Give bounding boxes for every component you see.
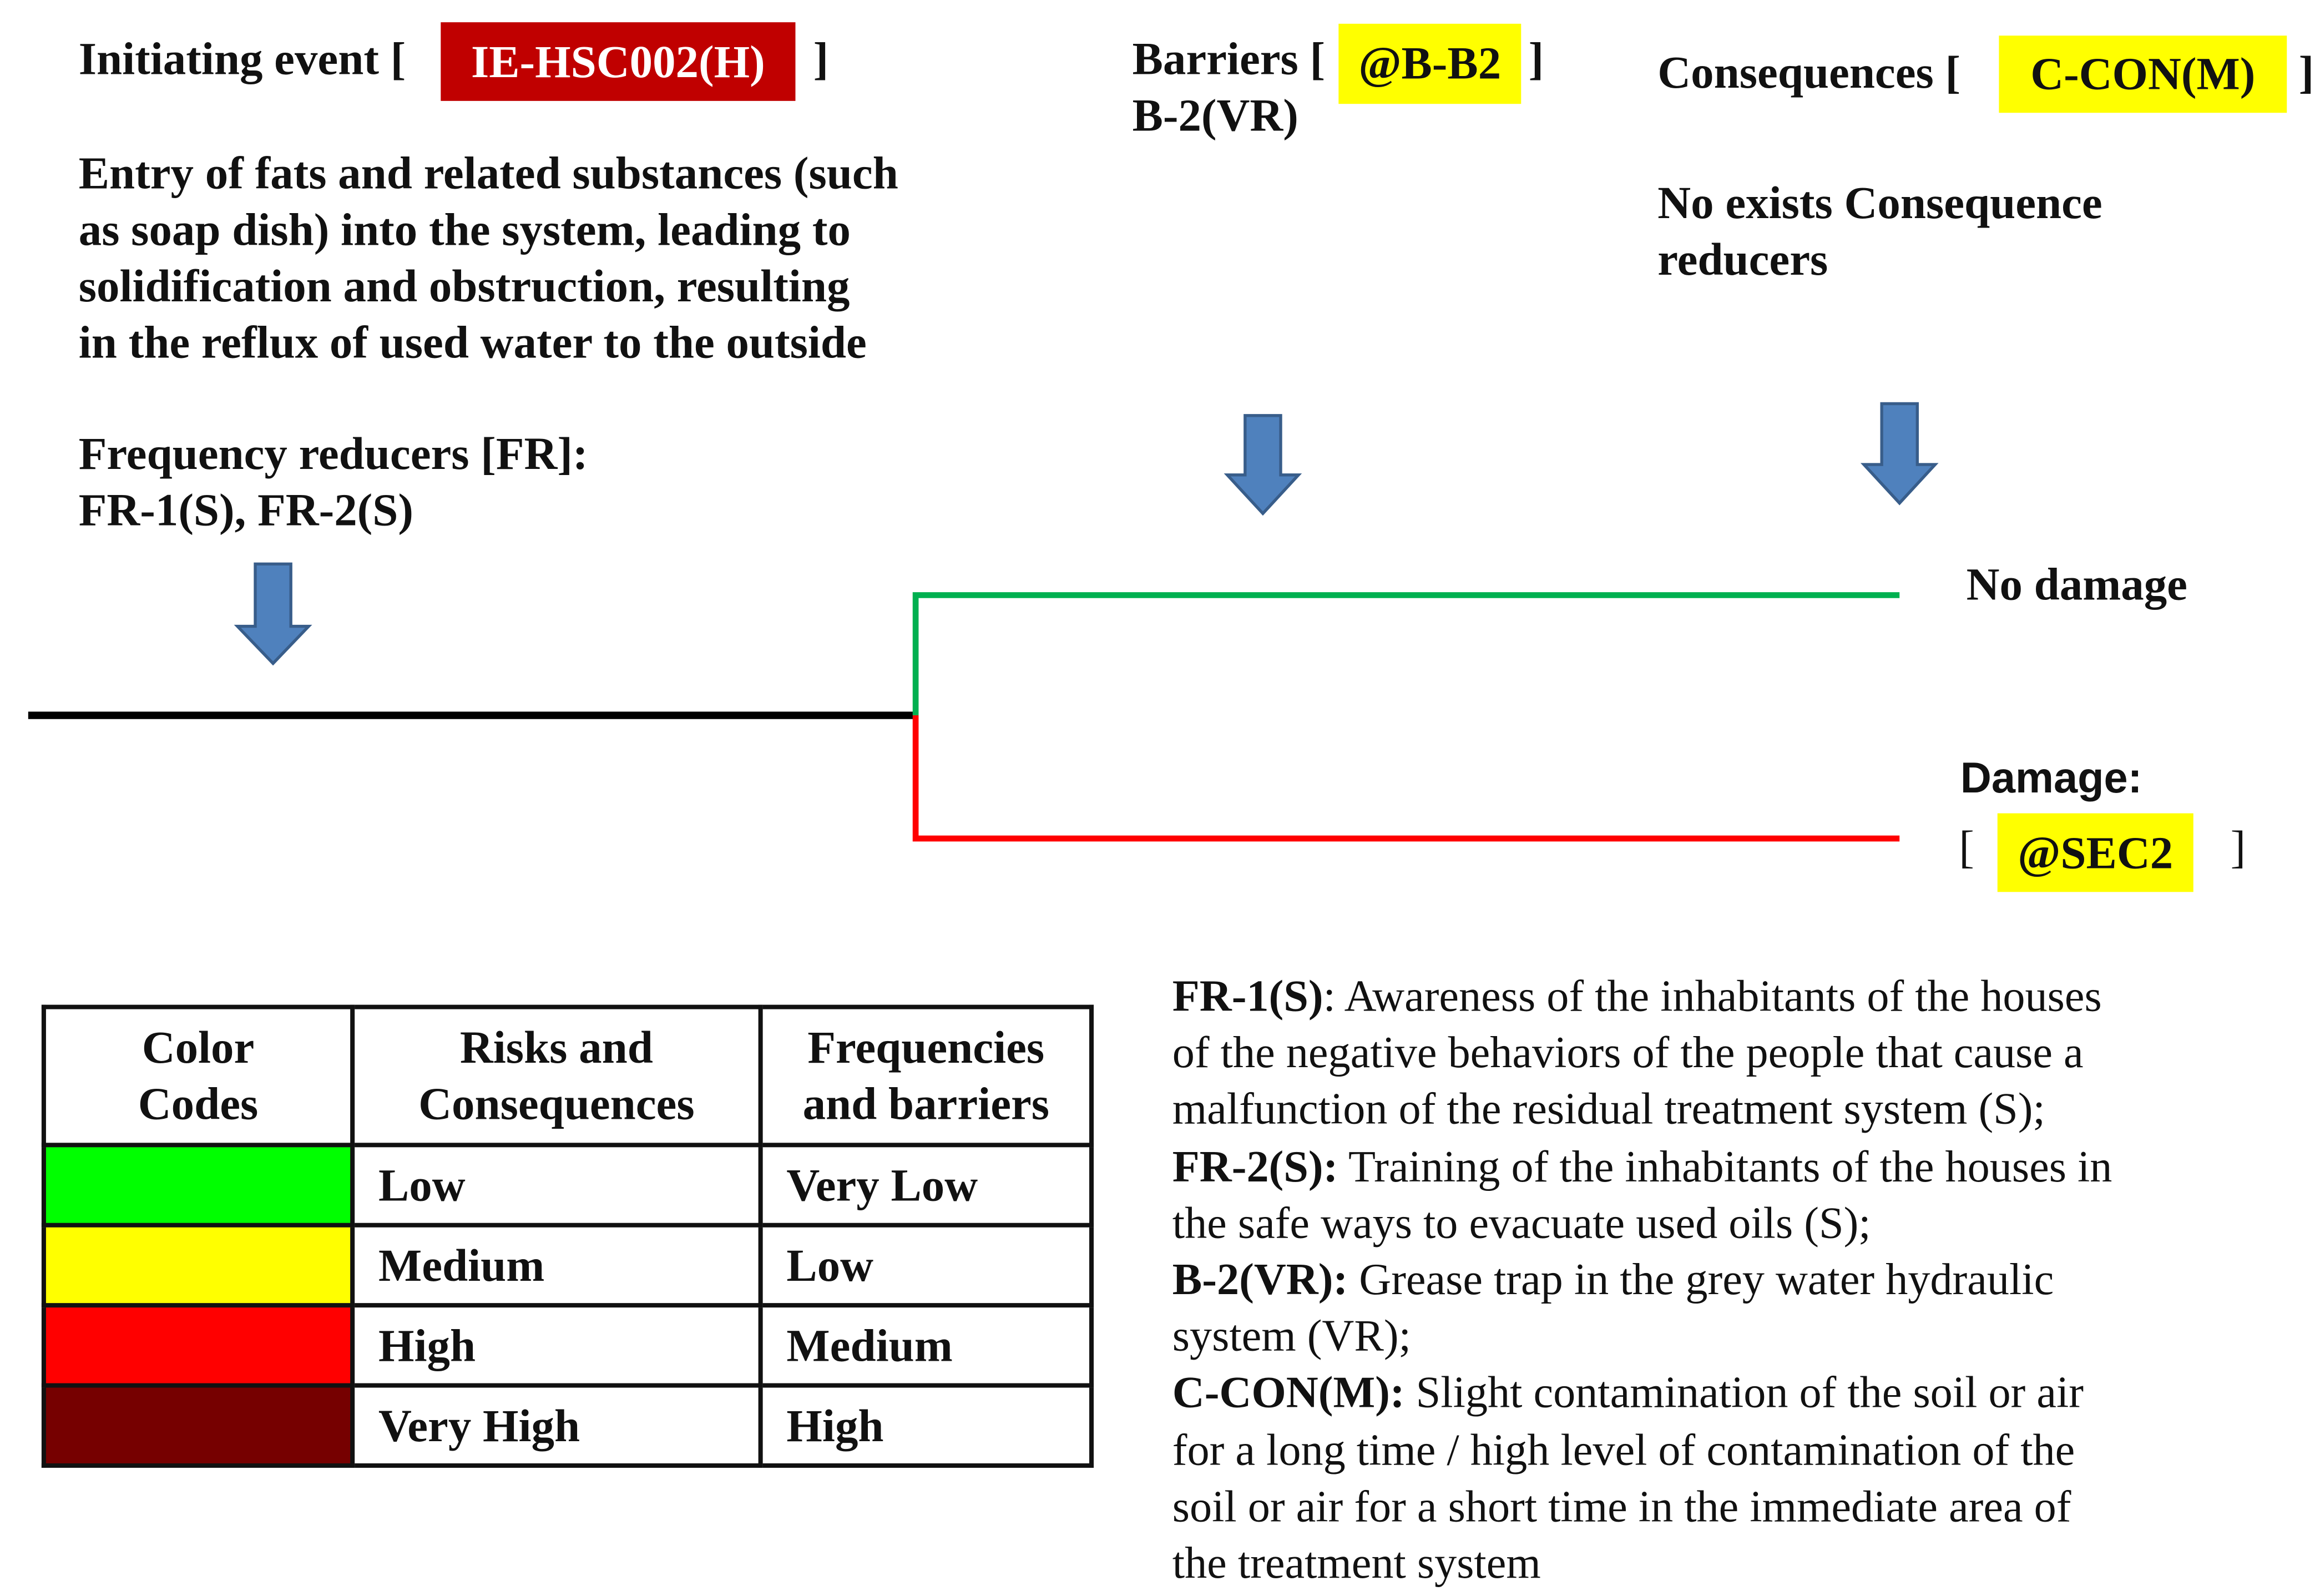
frequency-cell: Very Low (761, 1145, 1091, 1225)
down-arrow-icon (1864, 403, 1935, 503)
bracket-close: ] (2230, 820, 2246, 873)
color-swatch-red (44, 1305, 352, 1385)
initiating-event-label: Initiating event [ (78, 32, 406, 85)
header-risks: Risks and Consequences (352, 1007, 760, 1145)
initiating-event-code: IE-HSC002(H) (441, 22, 795, 101)
risk-cell: Medium (352, 1225, 760, 1305)
risk-cell: Very High (352, 1386, 760, 1466)
color-code-table (42, 1005, 1094, 1468)
header-frequencies: Frequencies and barriers (761, 1007, 1091, 1145)
color-swatch-green (44, 1145, 352, 1225)
color-swatch-yellow (44, 1225, 352, 1305)
legend-item-b2: B-2(VR): Grease trap in the grey water hydraulic (1172, 1255, 2054, 1305)
consequences-note-line: No exists Consequence (1657, 176, 2102, 229)
color-swatch-dark-red (44, 1386, 352, 1466)
frequency-cell: Low (761, 1225, 1091, 1305)
consequences-code: C-CON(M) (1999, 36, 2287, 113)
legend-item-ccon: C-CON(M): Slight contamination of the soil or air (1172, 1368, 2084, 1418)
bracket-close: ] (813, 32, 829, 85)
barriers-label: Barriers [ (1132, 32, 1326, 85)
legend-line: of the negative behaviors of the people that cause a (1172, 1028, 2084, 1078)
risk-cell: Low (352, 1145, 760, 1225)
frequency-cell: Medium (761, 1305, 1091, 1385)
description-line: as soap dish) into the system, leading to (78, 203, 851, 255)
description-line: in the reflux of used water to the outside (78, 316, 867, 368)
bracket-close: ] (1528, 32, 1544, 85)
damage-code: @SEC2 (1998, 814, 2193, 892)
legend-item-fr1: FR-1(S): Awareness of the inhabitants of the houses (1172, 972, 2102, 1021)
legend-item-fr2: FR-2(S): Training of the inhabitants of the houses in (1172, 1142, 2112, 1191)
legend-line: malfunction of the residual treatment system (S); (1172, 1085, 2045, 1135)
risk-cell: High (352, 1305, 760, 1385)
table-row (44, 1386, 1091, 1466)
frequency-cell: High (761, 1386, 1091, 1466)
legend-line: the safe ways to evacuate used oils (S); (1172, 1199, 1871, 1248)
legend-line: system (VR); (1172, 1312, 1411, 1362)
table-header-row (44, 1007, 1091, 1145)
table-row (44, 1145, 1091, 1225)
legend-line: for a long time / high level of contamination of the (1172, 1426, 2075, 1475)
legend-line: soil or air for a short time in the immediate area of (1172, 1482, 2071, 1532)
bracket-close: ] (2298, 46, 2314, 98)
damage-label: Damage: (1960, 755, 2142, 803)
legend-line: the treatment system (1172, 1539, 1541, 1588)
down-arrow-icon (1227, 416, 1298, 514)
frequency-reducers-value: FR-1(S), FR-2(S) (78, 483, 414, 536)
table-row (44, 1305, 1091, 1385)
consequences-label: Consequences [ (1657, 46, 1961, 98)
description-line: Entry of fats and related substances (such (78, 147, 898, 199)
bracket-open: [ (1959, 820, 1974, 873)
barriers-code: @B-B2 (1338, 24, 1521, 104)
header-color-codes: Color Codes (44, 1007, 352, 1145)
no-damage-label: No damage (1966, 558, 2187, 610)
no-damage-branch (916, 595, 1899, 715)
abbreviation-legend (1172, 969, 2112, 1593)
consequences-note-line: reducers (1657, 233, 1828, 285)
down-arrow-icon (237, 564, 309, 663)
frequency-reducers-label: Frequency reducers [FR]: (78, 427, 588, 479)
damage-branch (916, 715, 1899, 839)
barriers-value: B-2(VR) (1132, 89, 1298, 142)
table-row (44, 1225, 1091, 1305)
description-line: solidification and obstruction, resulting (78, 260, 850, 312)
